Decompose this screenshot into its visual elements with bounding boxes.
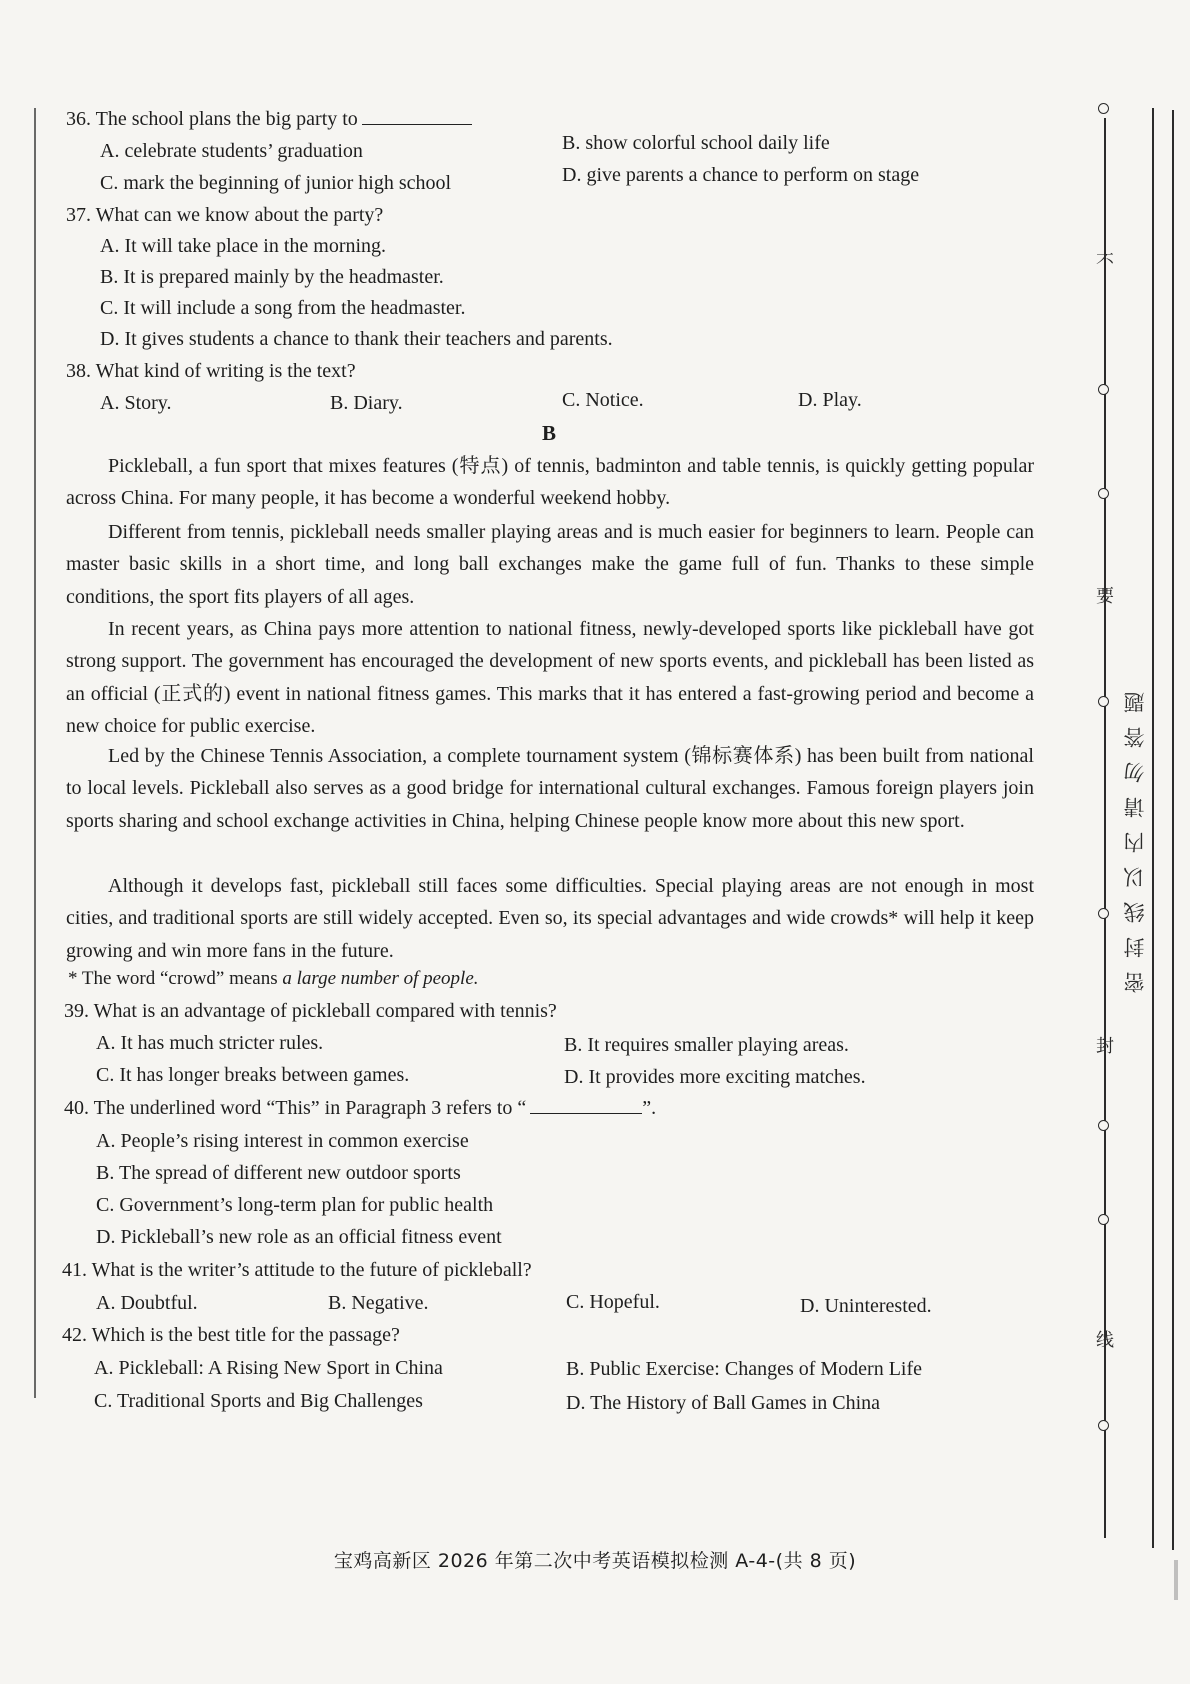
question-38: 38. What kind of writing is the text?: [66, 360, 356, 382]
option-42-d: D. The History of Ball Games in China: [566, 1392, 881, 1414]
binding-circle: [1098, 1214, 1109, 1225]
option-41-b: B. Negative.: [328, 1292, 429, 1314]
option-41-c: C. Hopeful.: [566, 1291, 660, 1313]
option-39-c: C. It has longer breaks between games.: [96, 1064, 410, 1086]
option-38-d: D. Play.: [798, 389, 862, 411]
option-41-d: D. Uninterested.: [800, 1295, 932, 1317]
passage-paragraph-1: Pickleball, a fun sport that mixes features (特点) of tennis, badminton and table tennis, is quickly getting popular across China. For many people, it has become a wonderful weekend hobby.: [66, 455, 1034, 510]
option-37-b: B. It is prepared mainly by the headmaster.: [100, 266, 444, 288]
passage-paragraph-5: Although it develops fast, pickleball still faces some difficulties. Special playing areas are not enough in most cities, and traditional sports are still widely accepted. Even so, its special advantages and wide crowds* will help it keep growing and win more fans in the future.: [66, 875, 1034, 962]
binding-char: 不: [1096, 252, 1114, 273]
passage-paragraph-3: In recent years, as China pays more attention to national fitness, newly-developed sports like pickleball have got strong support. The government has encouraged the development of new sports events, and pickleball has been listed as an official (正式的) event in national fitness games. This marks that it has entered a fast-growing period and become a new choice for public exercise.: [66, 618, 1034, 738]
option-40-a: A. People’s rising interest in common exercise: [96, 1130, 469, 1152]
question-37: 37. What can we know about the party?: [66, 204, 384, 226]
question-36: 36. The school plans the big party to: [66, 106, 472, 132]
option-42-b: B. Public Exercise: Changes of Modern Life: [566, 1358, 923, 1380]
option-38-a: A. Story.: [100, 392, 172, 414]
option-38-b: B. Diary.: [330, 392, 403, 414]
question-41: 41. What is the writer’s attitude to the future of pickleball?: [62, 1259, 532, 1281]
option-36-d: D. give parents a chance to perform on stage: [562, 164, 920, 186]
scan-artifact: [1174, 1560, 1178, 1600]
binding-outer-line: [1172, 110, 1174, 1550]
binding-line: [1104, 118, 1106, 1538]
option-39-d: D. It provides more exciting matches.: [564, 1066, 866, 1088]
option-37-c: C. It will include a song from the headmaster.: [100, 297, 466, 319]
binding-circle: [1098, 103, 1109, 114]
option-36-b: B. show colorful school daily life: [562, 132, 830, 154]
binding-circle: [1098, 696, 1109, 707]
option-36-c: C. mark the beginning of junior high school: [100, 172, 452, 194]
page-left-edge: [34, 108, 36, 1398]
option-41-a: A. Doubtful.: [96, 1292, 198, 1314]
binding-circle: [1098, 1420, 1109, 1431]
binding-circle: [1098, 1120, 1109, 1131]
option-37-a: A. It will take place in the morning.: [100, 235, 387, 257]
passage-paragraph-4: Led by the Chinese Tennis Association, a complete tournament system (锦标赛体系) has been built from national to local levels. Pickleball also serves as a good bridge for international cultural exchanges. Famous foreign players join sports sharing and school exchange activities in China, helping Chinese people know more about this new sport.: [66, 745, 1034, 832]
binding-char: 要: [1096, 586, 1114, 607]
binding-circle: [1098, 908, 1109, 919]
option-36-a: A. celebrate students’ graduation: [100, 140, 363, 162]
question-42: 42. Which is the best title for the passage?: [62, 1324, 400, 1346]
option-40-c: C. Government’s long-term plan for public health: [96, 1194, 494, 1216]
option-40-b: B. The spread of different new outdoor sports: [96, 1162, 461, 1184]
option-38-c: C. Notice.: [562, 389, 644, 411]
page-footer: 宝鸡高新区 2026 年第二次中考英语模拟检测 A-4-(共 8 页): [333, 1550, 857, 1572]
passage-paragraph-2: Different from tennis, pickleball needs smaller playing areas and is much easier for beginners to learn. People can master basic skills in a short time, and long ball exchanges make the game full of fun. Thanks to these simple conditions, the sport fits players of all ages.: [66, 521, 1034, 608]
question-40: 40. The underlined word “This” in Paragraph 3 refers to “ ”.: [64, 1097, 657, 1119]
question-39: 39. What is an advantage of pickleball compared with tennis?: [64, 1000, 557, 1022]
option-37-d: D. It gives students a chance to thank their teachers and parents.: [100, 328, 613, 350]
binding-margin: [1060, 90, 1180, 1550]
answer-blank: [362, 106, 472, 125]
section-b-title: B: [542, 421, 557, 445]
option-42-a: A. Pickleball: A Rising New Sport in China: [94, 1357, 443, 1379]
option-42-c: C. Traditional Sports and Big Challenges: [94, 1390, 423, 1412]
option-39-b: B. It requires smaller playing areas.: [564, 1034, 849, 1056]
binding-char: 封: [1096, 1036, 1114, 1057]
binding-char: 线: [1096, 1330, 1114, 1351]
answer-blank: [530, 1095, 642, 1114]
binding-outer-line: [1152, 108, 1154, 1548]
binding-circle: [1098, 384, 1109, 395]
footnote: * The word “crowd” means a large number of people.: [68, 968, 479, 989]
binding-circle: [1098, 488, 1109, 499]
binding-notice: 密封线以内请勿答题: [1123, 678, 1147, 993]
option-39-a: A. It has much stricter rules.: [96, 1032, 324, 1054]
option-40-d: D. Pickleball’s new role as an official fitness event: [96, 1226, 502, 1248]
